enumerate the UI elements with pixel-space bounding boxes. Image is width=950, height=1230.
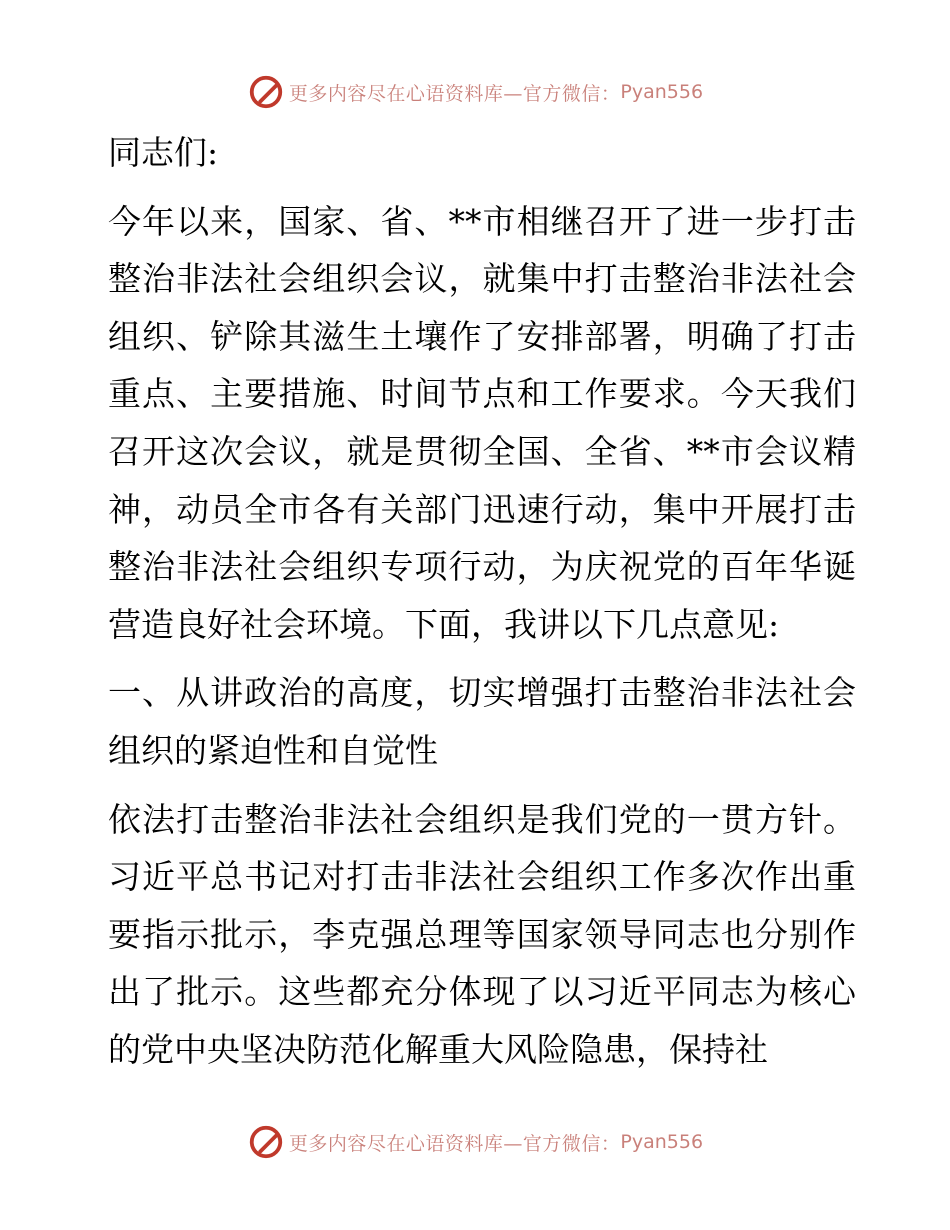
document-body <box>96 124 856 1079</box>
watermark-text: 更多内容尽在心语资料库—官方微信： <box>288 82 621 105</box>
footer-watermark <box>0 1122 950 1162</box>
watermark-wechat-id: Pyan556 <box>620 81 704 103</box>
swirl-logo-icon <box>247 73 285 111</box>
watermark-wechat-id: Pyan556 <box>620 1131 704 1153</box>
paragraph-intro: 今年以来，国家、省、**市相继召开了进一步打击整治非法社会组织会议，就集中打击整治非法社会组织、铲除其滋生土壤作了安排部署，明确了打击重点、主要措施、时间节点和工作要求。今天我们召开这次会议，就是贯彻全国、全省、**市会议精神，动员全市各有关部门迅速行动，集中开展打击整治非法社会组织专项行动，为庆祝党的百年华诞营造良好社会环境。下面，我讲以下几点意见: <box>108 201 856 644</box>
section-heading-1: 一、从讲政治的高度，切实增强打击整治非法社会组织的紧迫性和自觉性 <box>108 673 856 770</box>
paragraph-section-1: 依法打击整治非法社会组织是我们党的一贯方针。习近平总书记对打击非法社会组织工作多次作出重要指示批示，李克强总理等国家领导同志也分别作出了批示。这些都充分体现了以习近平同志为核心的党中央坚决防范化解重大风险隐患，保持社 <box>108 799 856 1069</box>
header-watermark <box>0 72 950 112</box>
watermark-text: 更多内容尽在心语资料库—官方微信： <box>288 1132 621 1155</box>
swirl-logo-icon <box>247 1123 285 1161</box>
greeting: 同志们: <box>108 133 219 172</box>
